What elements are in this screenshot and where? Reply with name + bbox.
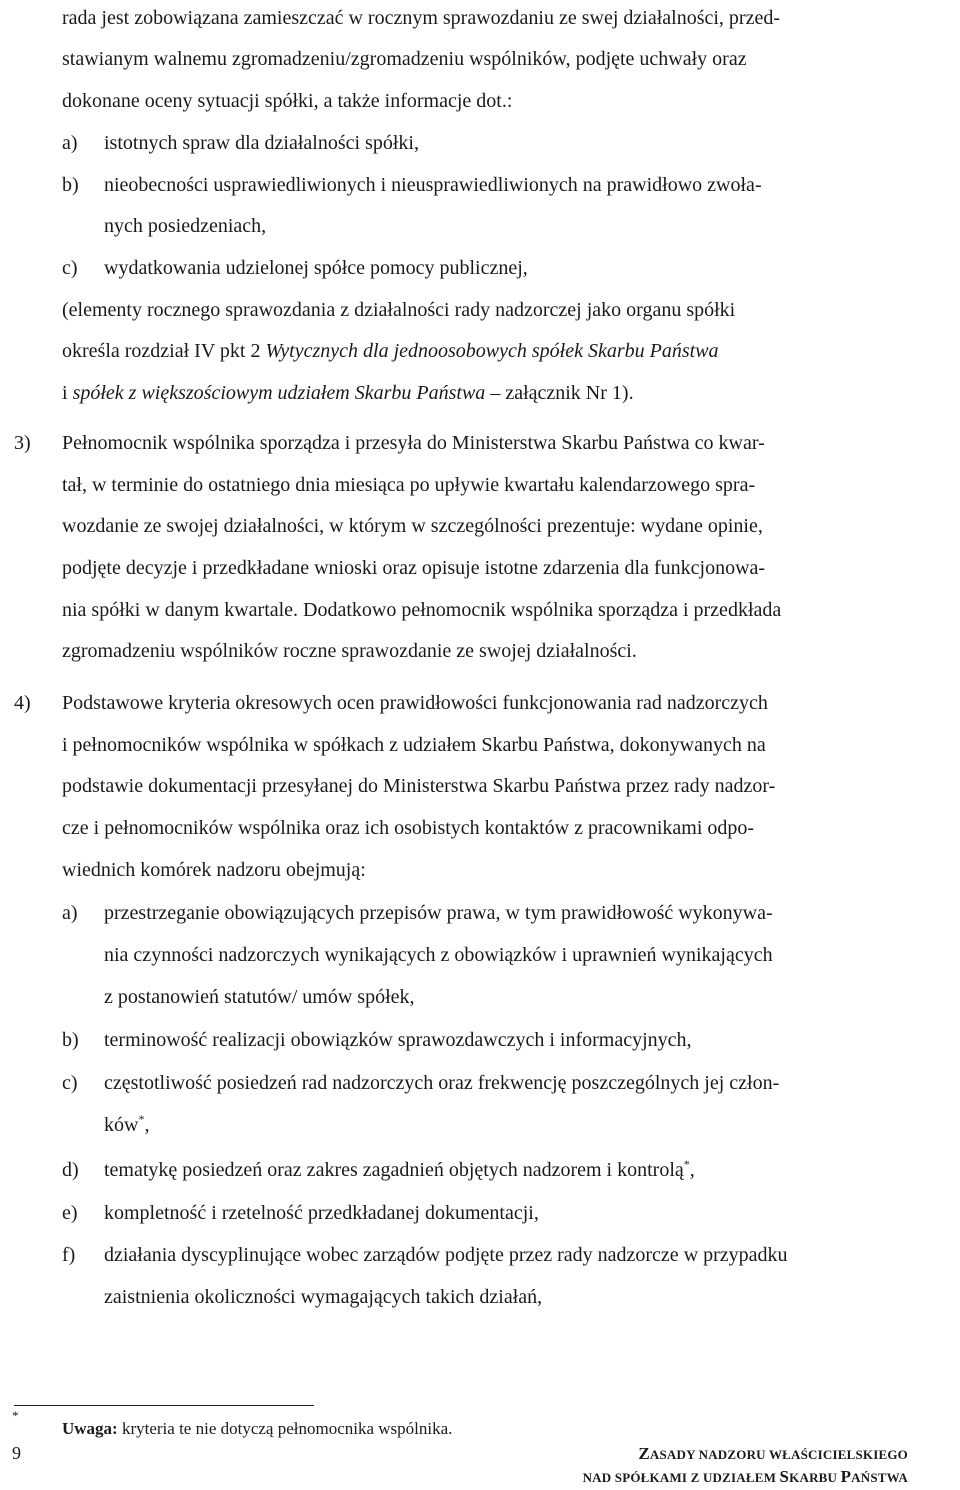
paragraph-3-line-6: zgromadzeniu wspólników roczne sprawozdanie ze swojej działalności.	[62, 640, 637, 662]
elements-line-2	[62, 338, 719, 364]
text-fragment: nieobecności usprawiedliwionych i nieusprawiedliwionych na prawidłowo zwoła-	[104, 174, 762, 196]
text-fragment: stawianym walnemu zgromadzeniu/zgromadzeniu wspólników, podjęte uchwały oraz	[62, 48, 747, 70]
list-item-text: częstotliwość posiedzeń rad nadzorczych oraz frekwencję poszczególnych jej człon-	[104, 1072, 780, 1094]
paragraph-4-line-3: podstawie dokumentacji przesyłanej do Ministerstwa Skarbu Państwa przez rady nadzor-	[62, 775, 776, 797]
text-fragment: określa rozdział IV pkt 2	[62, 340, 266, 362]
footer-title-line-1	[638, 1443, 908, 1466]
paragraph-3-line-5: nia spółki w danym kwartale. Dodatkowo pełnomocnik wspólnika sporządza i przedkłada	[62, 599, 782, 621]
guidelines-title-cont: spółek z większościowym udziałem Skarbu Państwa	[72, 382, 486, 404]
text-fragment: S	[779, 1467, 790, 1486]
text-fragment: (elementy rocznego sprawozdania z działalności rady nadzorczej jako organu spółki	[62, 299, 736, 321]
paragraph-3-line-1: Pełnomocnik wspólnika sporządza i przesyła do Ministerstwa Skarbu Państwa co kwar-	[62, 432, 765, 454]
list-item-text: z postanowień statutów/ umów spółek,	[104, 986, 415, 1008]
list-item-text: zaistnienia okoliczności wymagających takich działań,	[104, 1286, 543, 1308]
paragraph-3-line-4: podjęte decyzje i przedkładane wnioski oraz opisuje istotne zdarzenia dla funkcjonowa-	[62, 557, 766, 579]
footnote-text	[62, 1418, 452, 1440]
paragraph-4-line-2: i pełnomocników wspólnika w spółkach z udziałem Skarbu Państwa, dokonywanych na	[62, 734, 766, 756]
paragraph-number: 4)	[14, 692, 31, 714]
footnote-reference: *	[138, 1112, 145, 1126]
paragraph-4-line-5: wiednich komórek nadzoru obejmują:	[62, 859, 366, 881]
list-item-label: c)	[62, 1072, 78, 1094]
paragraph-number: 3)	[14, 432, 31, 454]
list-item-label: a)	[62, 902, 78, 924]
list-item-text: przestrzeganie obowiązujących przepisów prawa, w tym prawidłowość wykonywa-	[104, 902, 773, 924]
paragraph-3-line-2: tał, w terminie do ostatniego dnia miesiąca po upływie kwartału kalendarzowego spra-	[62, 474, 756, 496]
list-item-text: nia czynności nadzorczych wynikających z obowiązków i uprawnień wynikających	[104, 944, 773, 966]
footer-title-line-2	[583, 1466, 908, 1489]
text-fragment: i	[62, 382, 73, 404]
list-item-text: istotnych spraw dla działalności spółki,	[104, 132, 419, 154]
text-fragment: dokonane oceny sytuacji spółki, a także informacje dot.:	[62, 90, 513, 112]
list-item-text	[104, 1157, 695, 1183]
footnote-separator	[14, 1405, 314, 1406]
list-item-text	[104, 1112, 149, 1138]
page-number: 9	[12, 1443, 21, 1463]
list-item-text: wydatkowania udzielonej spółce pomocy publicznej,	[104, 257, 528, 279]
guidelines-title: Wytycznych dla jednoosobowych spółek Skarbu Państwa	[265, 340, 719, 362]
elements-line-1	[62, 297, 955, 323]
intro-line-2	[62, 46, 747, 72]
list-item-text: terminowość realizacji obowiązków sprawozdawczych i informacyjnych,	[104, 1029, 692, 1051]
list-item-label: b)	[62, 1029, 79, 1051]
text-fragment: ków	[104, 1114, 139, 1136]
text-fragment: AŃSTWA	[851, 1470, 908, 1485]
list-item-text: kompletność i rzetelność przedkładanej dokumentacji,	[104, 1202, 539, 1224]
text-fragment: tematykę posiedzeń oraz zakres zagadnień objętych nadzorem i kontrolą	[104, 1159, 684, 1181]
paragraph-4-line-4: cze i pełnomocników wspólnika oraz ich osobistych kontaktów z pracownikami odpo-	[62, 817, 755, 839]
text-fragment: KARBU	[789, 1470, 841, 1485]
paragraph-4-line-1: Podstawowe kryteria okresowych ocen prawidłowości funkcjonowania rad nadzorczych	[62, 692, 768, 714]
list-item-label: f)	[62, 1244, 76, 1266]
list-item-text: nych posiedzeniach,	[104, 215, 267, 237]
text-fragment: P	[840, 1467, 852, 1486]
list-item-label: a)	[62, 132, 78, 154]
text-fragment: Z	[638, 1444, 650, 1463]
text-fragment: ,	[689, 1159, 695, 1181]
list-item-text	[104, 172, 955, 198]
list-item-text: działania dyscyplinujące wobec zarządów podjęte przez rady nadzorcze w przypadku	[104, 1244, 788, 1266]
text-fragment: rada jest zobowiązana zamieszczać w rocznym sprawozdaniu ze swej działalności, przed-	[62, 7, 780, 29]
paragraph-3-line-3: wozdanie ze swojej działalności, w którym w szczególności prezentuje: wydane opinie,	[62, 515, 763, 537]
list-item-label: c)	[62, 257, 78, 279]
text-fragment: ASADY NADZORU WŁAŚCICIELSKIEGO	[649, 1447, 908, 1462]
footnote-reference: *	[683, 1157, 690, 1171]
list-item-label: d)	[62, 1159, 79, 1181]
footnote-label: Uwaga:	[62, 1419, 118, 1438]
elements-line-3	[62, 380, 634, 406]
list-item-label: b)	[62, 174, 79, 196]
text-fragment: – załącznik Nr 1).	[485, 382, 634, 404]
text-fragment: ,	[144, 1114, 150, 1136]
text-fragment: NAD SPÓŁKAMI Z UDZIAŁEM	[582, 1470, 780, 1485]
text-fragment: kryteria te nie dotyczą pełnomocnika wspólnika.	[117, 1419, 453, 1438]
intro-line-3	[62, 88, 512, 114]
list-item-label: e)	[62, 1202, 78, 1224]
intro-line-1	[62, 5, 955, 31]
footnote-marker: *	[12, 1408, 19, 1423]
